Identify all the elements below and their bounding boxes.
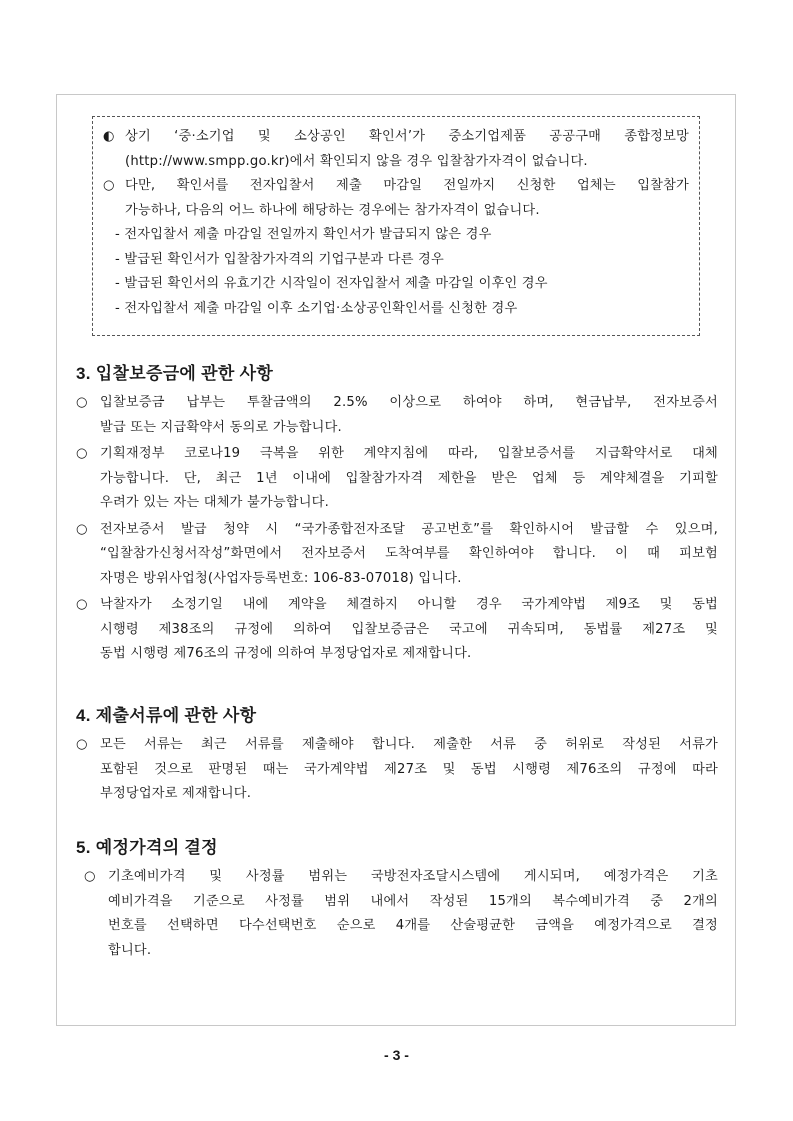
item-text: 기초예비가격 및 사정률 범위는 국방전자조달시스템에 게시되며, 예정가격은 기초: [108, 869, 718, 884]
item-text: 합니다.: [108, 942, 152, 958]
notice-line: [103, 174, 689, 199]
section-title: 5. 예정가격의 결정: [76, 838, 218, 857]
page-number: - 3 -: [384, 1047, 409, 1063]
circle-bullet-icon: ○: [103, 178, 115, 193]
item-text: 입찰보증금 납부는 투찰금액의 2.5% 이상으로 하여야 하며, 현금납부, 전자보증서: [100, 395, 718, 410]
item-text: 우려가 있는 자는 대체가 불가능합니다.: [100, 495, 329, 510]
notice-line: (http://www.smpp.go.kr)에서 확인되지 않을 경우 입찰참가자격이 없습니다.: [125, 153, 588, 169]
list-item: [76, 733, 718, 807]
item-text: 모든 서류는 최근 서류를 제출해야 합니다. 제출한 서류 중 허위로 작성된 서류가: [100, 737, 718, 752]
item-text: 부정당업자로 제재합니다.: [100, 786, 252, 801]
circle-bullet-icon: ○: [76, 446, 88, 461]
item-text: “입찰참가신청서작성”화면에서 전자보증서 도착여부를 확인하여야 합니다. 이 때 피보험: [100, 546, 718, 561]
item-text: 자명은 방위사업청(사업자등록번호: 106-83-07018) 입니다.: [100, 570, 462, 586]
item-text: 포함된 것으로 판명된 때는 국가계약법 제27조 및 동법 시행령 제76조의 규정에 따라: [100, 761, 718, 777]
notice-line: [103, 125, 689, 150]
list-item: [76, 442, 718, 516]
item-text: 전자보증서 발급 청약 시 “국가종합전자조달 공고번호”를 확인하시어 발급할 수 있으며,: [100, 521, 718, 537]
item-text: 동법 시행령 제76조의 규정에 의하여 부정당업자로 제재합니다.: [100, 646, 472, 661]
circle-bullet-icon: ○: [76, 521, 88, 537]
circle-bullet-icon: ○: [76, 597, 88, 612]
item-text: 기획재정부 코로나19 극복을 위한 계약지침에 따라, 입찰보증서를 지급확약서로 대체: [100, 446, 718, 461]
notice-line: 가능하나, 다음의 어느 하나에 해당하는 경우에는 참가자격이 없습니다.: [125, 202, 540, 218]
list-item: [76, 593, 718, 667]
item-text: 낙찰자가 소정기일 내에 계약을 체결하지 아니할 경우 국가계약법 제9조 및 동법: [100, 597, 718, 612]
notice-text: 다만, 확인서를 전자입찰서 제출 마감일 전일까지 신청한 업체는 입찰참가: [125, 178, 689, 193]
item-text: 발급 또는 지급확약서 동의로 가능합니다.: [100, 419, 342, 435]
item-text: 가능합니다. 단, 최근 1년 이내에 입찰참가자격 제한을 받은 업체 등 계약체결을 기피할: [100, 470, 718, 486]
section-title: 3. 입찰보증금에 관한 사항: [76, 364, 274, 383]
item-text: 예비가격을 기준으로 사정률 범위 내에서 작성된 15개의 복수예비가격 중 2개의: [108, 893, 718, 909]
list-item: [76, 391, 718, 440]
section-estimated-price: [76, 837, 718, 965]
circle-bullet-icon: ○: [76, 395, 88, 410]
item-text: 시행령 제38조의 규정에 의하여 입찰보증금은 국고에 귀속되며, 동법률 제27조 및: [100, 621, 719, 637]
section-submission-documents: [76, 705, 718, 809]
half-circle-bullet-icon: ◐: [103, 129, 115, 144]
section-bid-bond: [76, 363, 718, 669]
circle-bullet-icon: ○: [76, 737, 88, 752]
dash-item: - 전자입찰서 제출 마감일 전일까지 확인서가 발급되지 않은 경우: [115, 227, 492, 242]
item-text: 번호를 선택하면 다수선택번호 순으로 4개를 산술평균한 금액을 예정가격으로 결정: [108, 918, 718, 933]
list-item: [76, 865, 718, 963]
dash-item: - 발급된 확인서가 입찰참가자격의 기업구분과 다른 경우: [115, 251, 444, 267]
section-title: 4. 제출서류에 관한 사항: [76, 706, 257, 725]
list-item: [76, 518, 718, 592]
dash-item: - 전자입찰서 제출 마감일 이후 소기업·소상공인확인서를 신청한 경우: [115, 300, 518, 316]
notice-text: 상기 ‘중·소기업 및 소상공인 확인서’가 중소기업제품 공공구매 종합정보망: [125, 129, 689, 144]
notice-box: [92, 116, 700, 336]
dash-item: - 발급된 확인서의 유효기간 시작일이 전자입찰서 제출 마감일 이후인 경우: [115, 276, 548, 291]
circle-bullet-icon: ○: [84, 869, 96, 884]
